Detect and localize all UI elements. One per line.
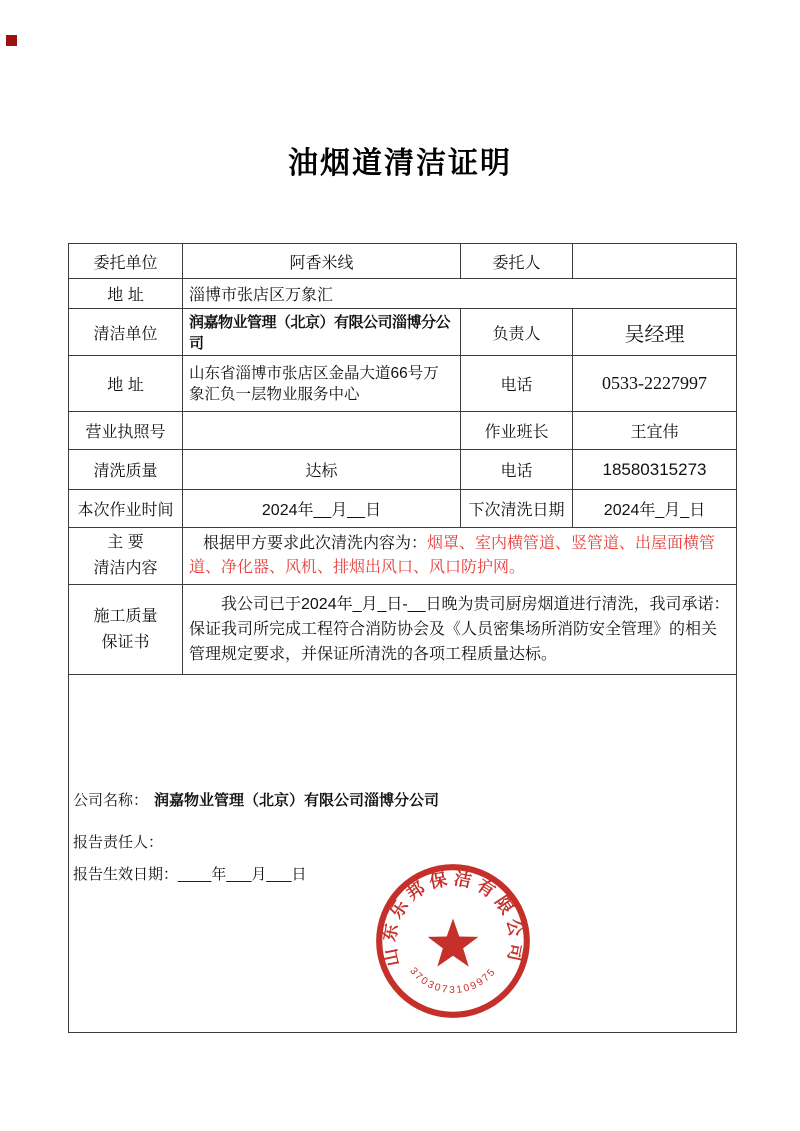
field-label <box>69 585 183 675</box>
field-value: 2024年_月_日 <box>573 490 737 528</box>
field-value: 2024年__月__日 <box>183 490 461 528</box>
report-date-line <box>73 863 306 884</box>
company-name-label: 公司名称： <box>73 792 149 809</box>
certificate-table <box>68 243 737 1033</box>
field-label: 地 址 <box>69 279 183 309</box>
quality-guarantee-text: 我公司已于2024年_月_日-__日晚为贵司厨房烟道进行清洗，我司承诺：保证我司所完成工程符合消防协会及《人员密集场所消防安全管理》的相关管理规定要求，并保证所清洗的各项工程质量达标。 <box>183 585 737 675</box>
report-date-value: ____年___月___日 <box>178 866 307 883</box>
svg-text:3703073109975 <box>407 966 498 996</box>
label-line: 主 要 <box>107 534 144 551</box>
company-seal-stamp <box>371 859 535 1023</box>
field-label: 本次作业时间 <box>69 490 183 528</box>
content-prefix: 根据甲方要求此次清洗内容为： <box>203 535 428 552</box>
table-row <box>69 585 737 675</box>
page-title: 油烟道清洁证明 <box>288 147 512 180</box>
report-responsible-label: 报告责任人： <box>73 834 164 851</box>
label-line: 施工质量 <box>93 607 158 625</box>
field-value: 0533-2227997 <box>573 356 737 412</box>
field-label: 下次清洗日期 <box>461 490 573 528</box>
field-label: 清洗质量 <box>69 450 183 490</box>
field-value: 润嘉物业管理（北京）有限公司淄博分公司 <box>183 309 461 356</box>
table-row <box>69 279 737 309</box>
field-label <box>69 528 183 585</box>
field-value: 王宜伟 <box>573 412 737 450</box>
field-label: 地 址 <box>69 356 183 412</box>
company-name-value: 润嘉物业管理（北京）有限公司淄博分公司 <box>154 792 440 809</box>
content-red-list: 烟罩、室内横管道、竖管道、出屋面横管道、净化器、风机、排烟出风口、风口防护网。 <box>189 535 716 576</box>
report-responsible-line <box>73 831 163 852</box>
field-value <box>183 412 461 450</box>
label-line: 清洁内容 <box>93 560 158 577</box>
table-row <box>69 528 737 585</box>
field-value: 山东省淄博市张店区金晶大道66号万象汇负一层物业服务中心 <box>183 356 461 412</box>
field-label: 电话 <box>461 356 573 412</box>
seal-company-text: 山东乐邦保洁有限公司 <box>378 868 528 968</box>
table-row <box>69 490 737 528</box>
table-row <box>69 450 737 490</box>
cleaning-content-cell <box>183 528 737 585</box>
field-value: 阿香米线 <box>183 244 461 279</box>
seal-star-icon <box>428 918 479 966</box>
table-row <box>69 675 737 1033</box>
corner-marker <box>6 35 17 46</box>
field-value <box>573 244 737 279</box>
field-label: 委托人 <box>461 244 573 279</box>
field-label: 作业班长 <box>461 412 573 450</box>
label-line: 保证书 <box>101 633 150 651</box>
report-date-label: 报告生效日期： <box>73 866 179 883</box>
table-row <box>69 244 737 279</box>
company-name-line <box>73 789 439 810</box>
table-row <box>69 356 737 412</box>
field-label: 委托单位 <box>69 244 183 279</box>
seal-code-text: 3703073109975 <box>407 965 499 997</box>
signature-cell <box>69 675 737 1033</box>
table-row <box>69 309 737 356</box>
field-label: 营业执照号 <box>69 412 183 450</box>
field-value: 达标 <box>183 450 461 490</box>
field-value: 淄博市张店区万象汇 <box>183 279 737 309</box>
table-row <box>69 412 737 450</box>
field-label: 清洁单位 <box>69 309 183 356</box>
field-label: 电话 <box>461 450 573 490</box>
field-value: 吴经理 <box>573 309 737 356</box>
field-label: 负责人 <box>461 309 573 356</box>
field-value: 18580315273 <box>573 450 737 490</box>
